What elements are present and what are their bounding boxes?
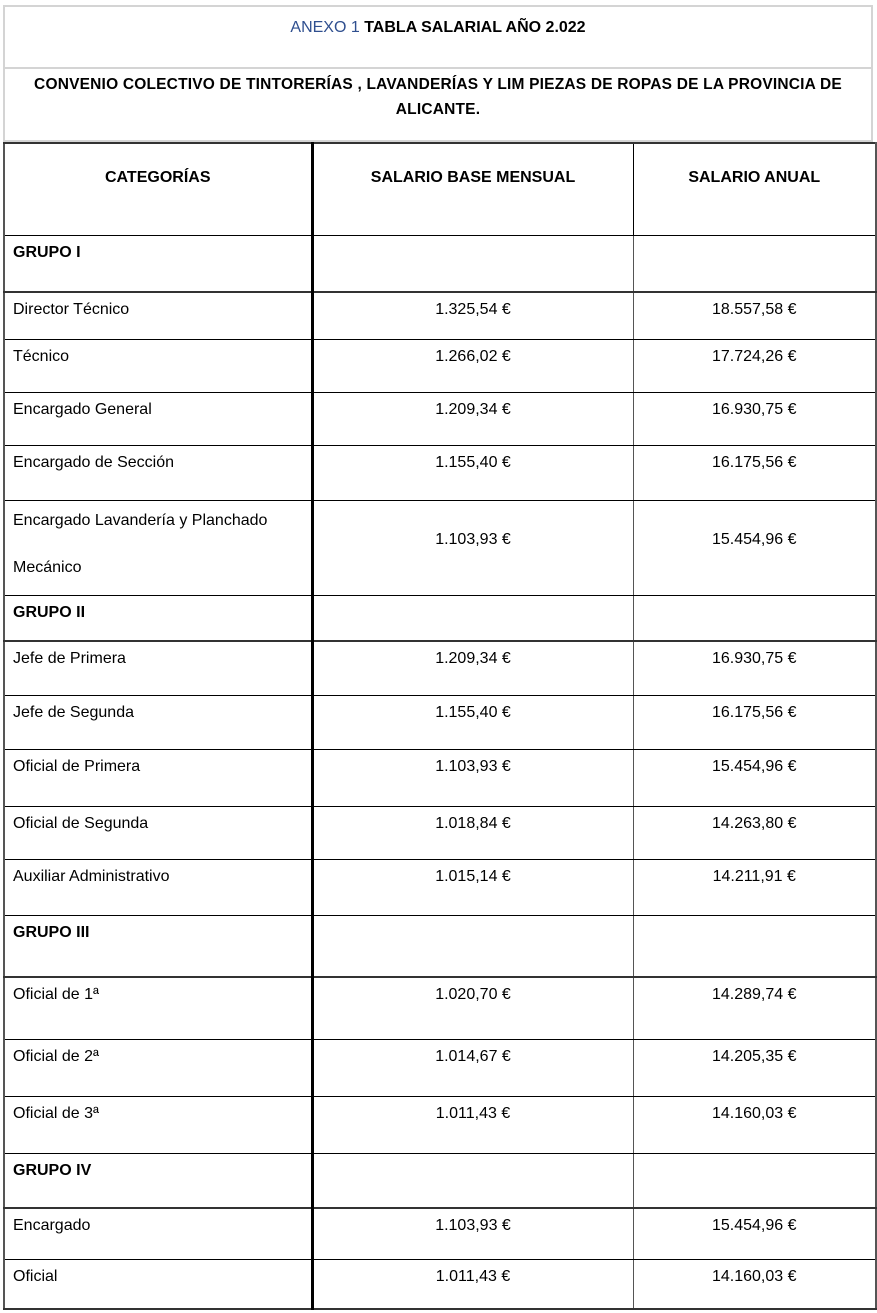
category-cell-text: GRUPO IV [13,1161,92,1179]
category-cell-text: Oficial [13,1267,58,1285]
monthly-salary-cell-text [314,916,633,924]
monthly-salary-cell [312,749,633,806]
category-cell [4,500,312,595]
annual-salary-cell [633,1208,876,1259]
annual-salary-cell [633,1096,876,1153]
monthly-salary-cell [312,292,633,339]
monthly-salary-cell [312,859,633,915]
annual-salary-cell [633,339,876,392]
category-cell [4,392,312,445]
annual-salary-cell-text: 14.160,03 € [711,1104,797,1122]
table-row [4,500,876,595]
category-cell [4,235,312,292]
table-row [4,641,876,695]
category-cell [4,1096,312,1153]
annual-salary-cell [633,1039,876,1096]
monthly-salary-cell [312,977,633,1039]
table-row [4,1259,876,1309]
table-row [4,977,876,1039]
category-cell [4,1259,312,1309]
category-cell [4,749,312,806]
monthly-salary-cell [312,1208,633,1259]
table-row [4,1096,876,1153]
annual-salary-cell [633,641,876,695]
monthly-salary-cell [312,500,633,595]
category-cell [4,445,312,500]
monthly-salary-cell-text: 1.209,34 € [435,650,511,667]
table-header-row [4,143,876,235]
annual-salary-cell [633,235,876,292]
annual-salary-cell-text [634,596,876,604]
monthly-salary-cell [312,915,633,977]
monthly-salary-cell [312,392,633,445]
category-cell-text: Oficial de 2ª [13,1047,99,1065]
category-cell [4,1153,312,1208]
monthly-salary-cell [312,806,633,859]
monthly-salary-cell-text: 1.209,34 € [435,400,511,418]
monthly-salary-cell-text: 1.011,43 € [435,1267,511,1285]
document-title [5,19,871,37]
table-row [4,445,876,500]
monthly-salary-cell [312,695,633,749]
annual-salary-cell [633,500,876,595]
monthly-salary-cell [312,595,633,641]
annual-salary-cell-text: 16.930,75 € [711,400,797,418]
table-row [4,806,876,859]
group-header-row [4,1153,876,1208]
salary-table [3,142,877,1310]
category-cell [4,695,312,749]
column-header-monthly-salary: SALARIO BASE MENSUAL [312,143,633,235]
category-cell [4,915,312,977]
monthly-salary-cell-text: 1.018,84 € [435,814,511,832]
monthly-salary-cell [312,445,633,500]
category-cell [4,292,312,339]
annual-salary-cell [633,749,876,806]
annual-salary-cell-text: 17.724,26 € [711,347,797,365]
category-cell-text: Encargado Lavandería y Planchado Mecánico [13,511,268,576]
table-row [4,339,876,392]
annual-salary-cell-text: 14.211,91 € [712,867,796,885]
monthly-salary-cell-text [314,236,633,244]
group-header-row [4,235,876,292]
monthly-salary-cell [312,1096,633,1153]
table-row [4,749,876,806]
category-cell [4,1208,312,1259]
monthly-salary-cell [312,1153,633,1208]
annual-salary-cell-text: 14.289,74 € [711,986,797,1003]
annual-salary-cell-text: 16.175,56 € [711,453,797,471]
annual-salary-cell [633,695,876,749]
monthly-salary-cell-text [314,1154,633,1162]
annual-salary-cell-text: 14.263,80 € [711,814,797,832]
annual-salary-cell [633,392,876,445]
category-cell-text: Jefe de Primera [13,650,126,667]
category-cell [4,339,312,392]
annual-salary-cell-text: 16.930,75 € [711,650,797,667]
monthly-salary-cell [312,641,633,695]
monthly-salary-cell-text: 1.103,93 € [435,530,511,548]
monthly-salary-cell-text: 1.020,70 € [435,986,511,1003]
annual-salary-cell [633,445,876,500]
category-cell-text: Oficial de Primera [13,757,141,775]
annual-salary-cell [633,1259,876,1309]
category-cell [4,977,312,1039]
table-row [4,292,876,339]
annual-salary-cell [633,1153,876,1208]
category-cell [4,859,312,915]
category-cell-text: GRUPO I [13,243,81,261]
table-row [4,1039,876,1096]
annex-label: ANEXO 1 [290,19,360,36]
monthly-salary-cell [312,1259,633,1309]
agreement-subtitle: CONVENIO COLECTIVO DE TINTORERÍAS , LAVANDERÍAS Y LIM PIEZAS DE ROPAS DE LA PROVINCIA DE ALICANTE. [34,76,842,118]
monthly-salary-cell-text: 1.011,43 € [435,1104,511,1122]
monthly-salary-cell-text: 1.266,02 € [435,347,511,365]
annual-salary-cell-text: 14.205,35 € [711,1047,797,1065]
annual-salary-cell-text: 14.160,03 € [711,1267,797,1285]
category-cell [4,641,312,695]
annual-salary-cell [633,977,876,1039]
monthly-salary-cell-text: 1.155,40 € [435,453,511,471]
annual-salary-cell [633,292,876,339]
monthly-salary-cell-text: 1.014,67 € [435,1047,511,1065]
table-row [4,392,876,445]
group-header-row [4,915,876,977]
category-cell-text: GRUPO III [13,923,90,941]
table-row [4,695,876,749]
category-cell-text: Encargado [13,1217,91,1234]
annual-salary-cell-text: 16.175,56 € [711,703,797,721]
monthly-salary-cell [312,1039,633,1096]
category-cell-text: Técnico [13,347,70,365]
table-title: TABLA SALARIAL AÑO 2.022 [364,19,586,36]
monthly-salary-cell-text: 1.015,14 € [435,867,511,885]
monthly-salary-cell-text: 1.325,54 € [435,301,511,318]
category-cell-text: Auxiliar Administrativo [13,867,170,885]
annual-salary-cell-text [634,916,876,924]
monthly-salary-cell-text: 1.103,93 € [435,1217,511,1234]
category-cell [4,806,312,859]
category-cell-text: Encargado General [13,400,152,418]
column-header-annual-salary: SALARIO ANUAL [633,143,876,235]
group-header-row [4,595,876,641]
category-cell-text: Encargado de Sección [13,453,174,471]
annual-salary-cell-text: 15.454,96 € [711,1217,797,1234]
annual-salary-cell-text [634,1154,876,1162]
category-cell-text: Director Técnico [13,301,130,318]
annual-salary-cell [633,595,876,641]
annual-salary-cell-text: 15.454,96 € [711,757,797,775]
title-box [3,5,873,69]
monthly-salary-cell [312,235,633,292]
table-row [4,859,876,915]
column-header-categories: CATEGORÍAS [4,143,312,235]
annual-salary-cell [633,859,876,915]
monthly-salary-cell [312,339,633,392]
category-cell [4,1039,312,1096]
annual-salary-cell [633,915,876,977]
category-cell-text: Oficial de Segunda [13,814,149,832]
annual-salary-cell-text: 15.454,96 € [711,530,797,548]
category-cell [4,595,312,641]
category-cell-text: GRUPO II [13,603,86,621]
annual-salary-cell-text: 18.557,58 € [711,301,797,318]
category-cell-text: Oficial de 3ª [13,1104,99,1122]
category-cell-text: Oficial de 1ª [13,986,99,1003]
annual-salary-cell-text [634,236,876,244]
monthly-salary-cell-text [314,596,633,604]
monthly-salary-cell-text: 1.155,40 € [435,703,511,721]
monthly-salary-cell-text: 1.103,93 € [435,757,511,775]
subtitle-box [3,69,873,142]
annual-salary-cell [633,806,876,859]
table-row [4,1208,876,1259]
category-cell-text: Jefe de Segunda [13,703,134,721]
